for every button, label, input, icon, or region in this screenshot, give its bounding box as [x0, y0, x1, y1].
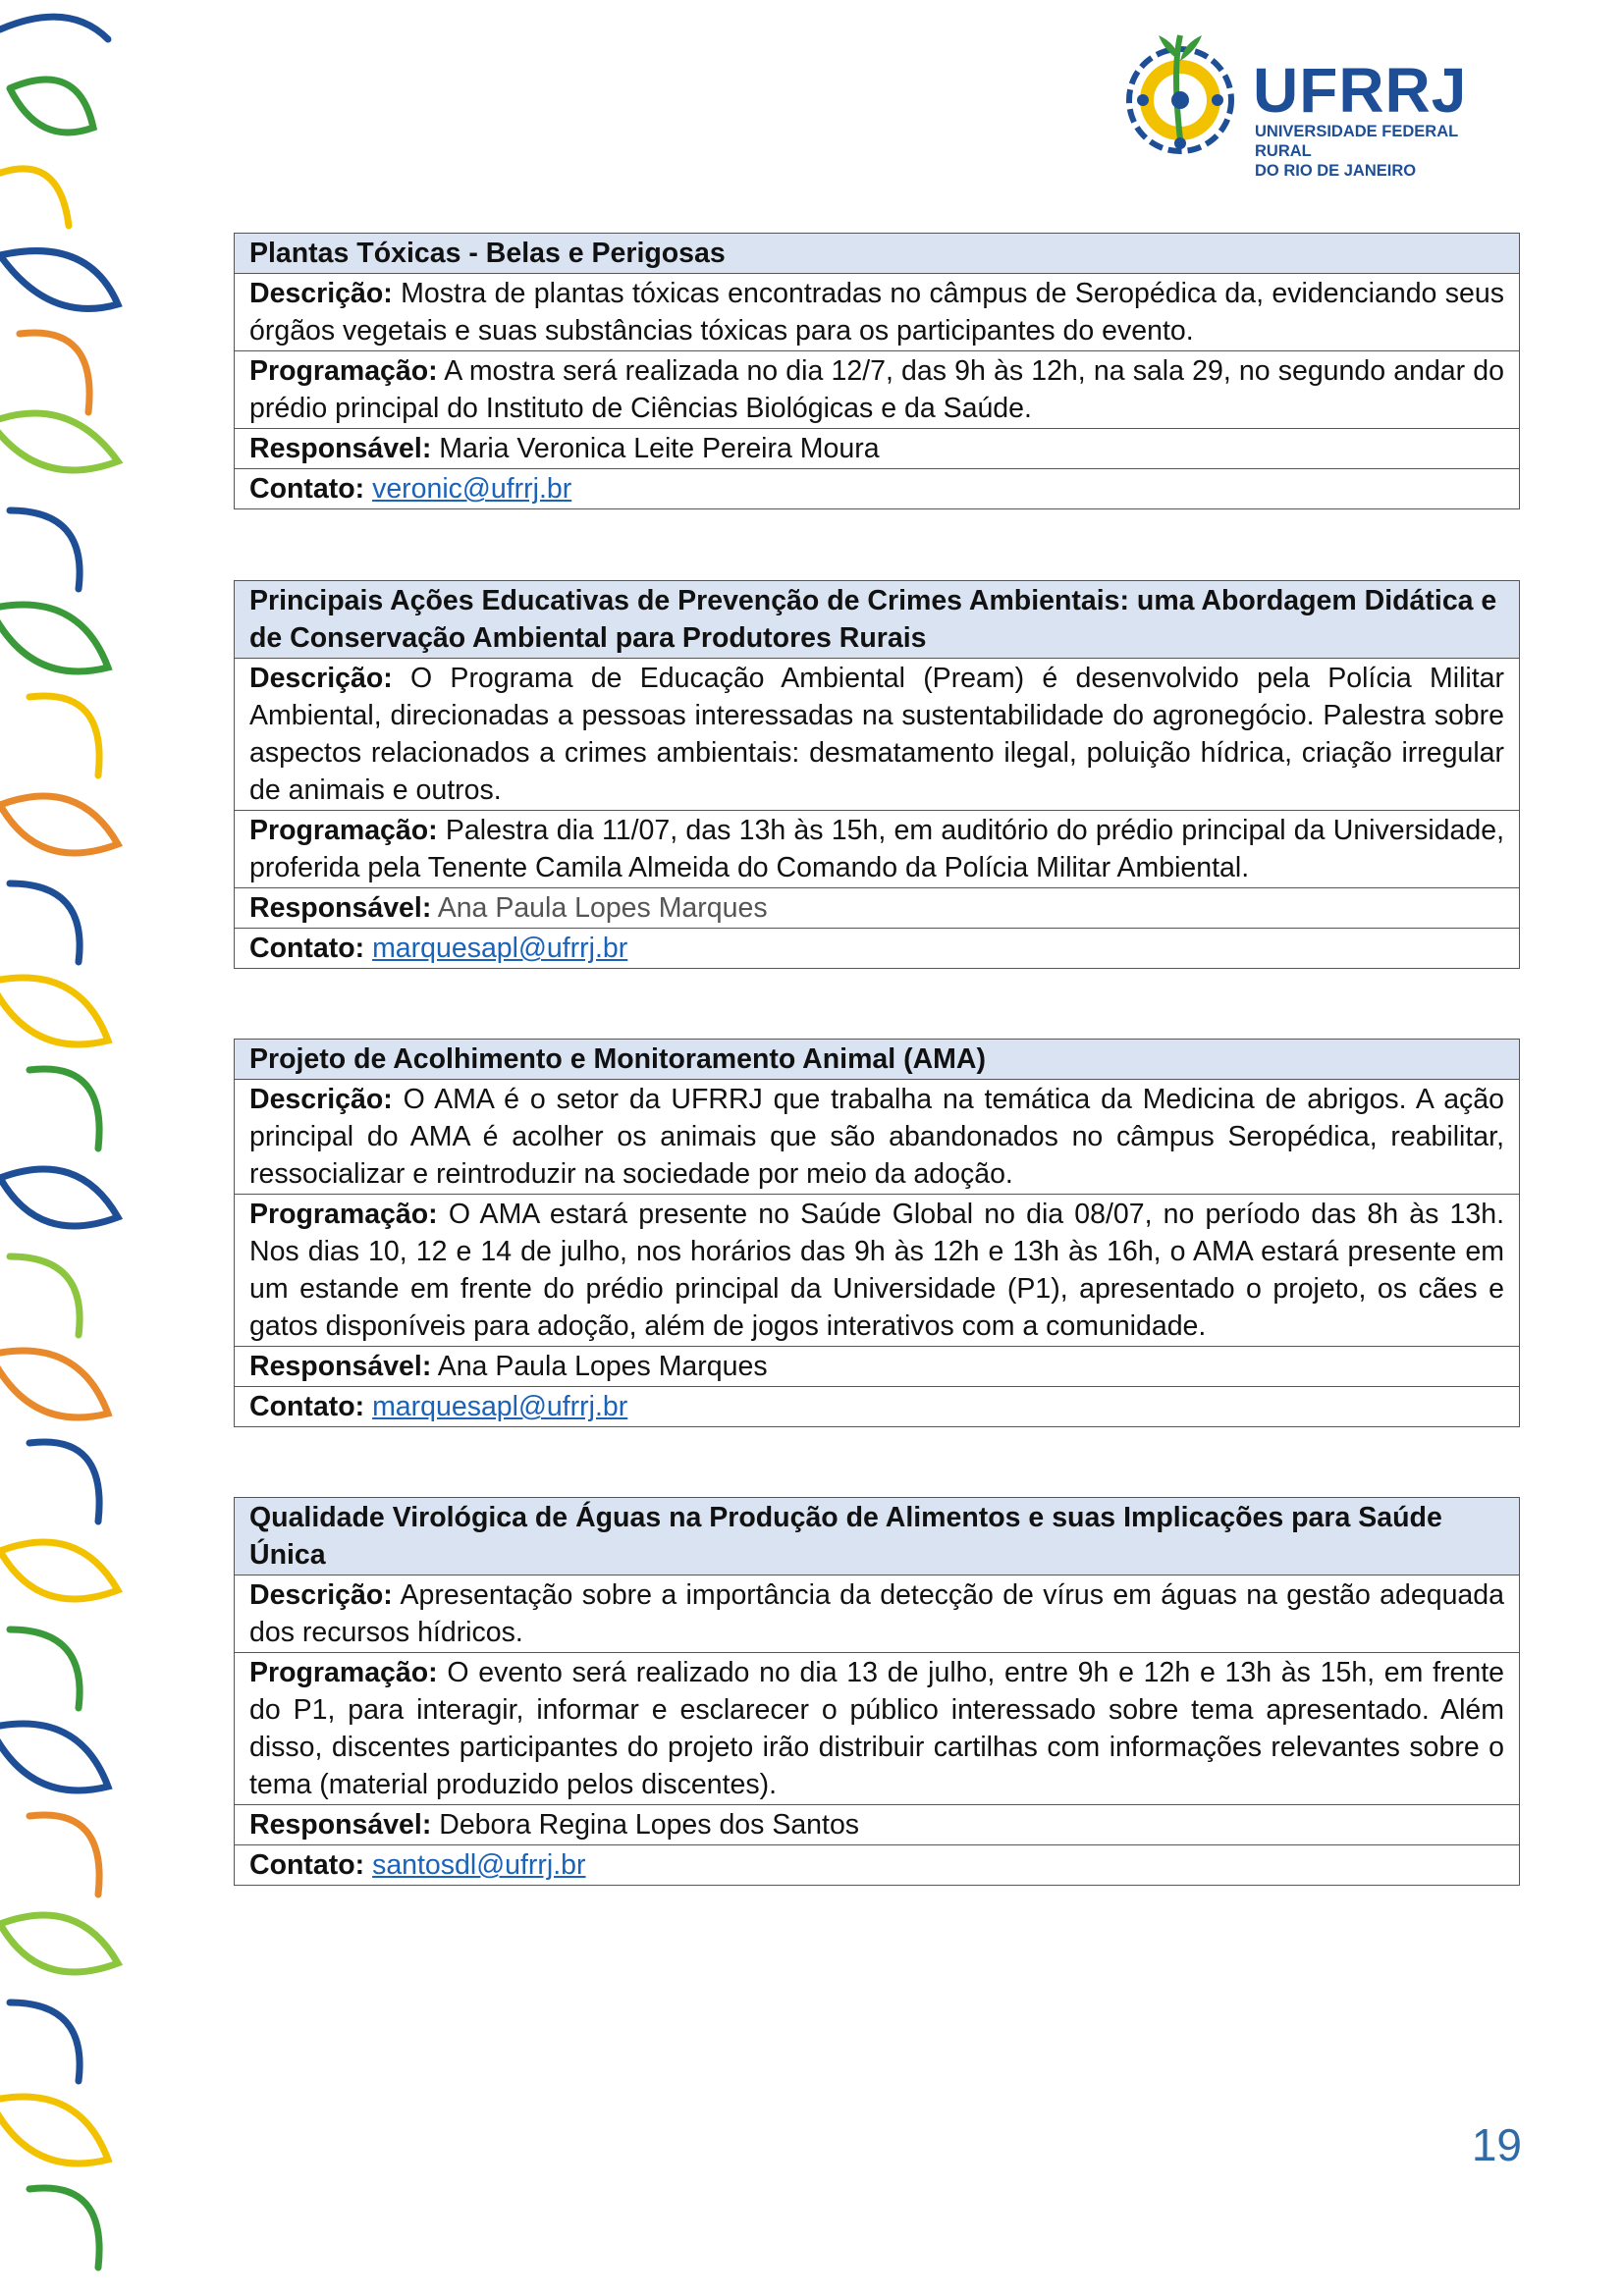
event-description: Descrição: O AMA é o setor da UFRRJ que trabalha na temática da Medicina de abrigos. A ação principal do AMA é acolher os animais que são abandonados no câmpus Seropédica, reabilitar, ressocializar e reintroduzir na sociedade por meio da adoção.: [235, 1080, 1520, 1195]
event-title: Projeto de Acolhimento e Monitoramento Animal (AMA): [235, 1040, 1520, 1080]
university-logo: [1115, 22, 1518, 180]
event-contact: Contato: marquesapl@ufrrj.br: [235, 1387, 1520, 1427]
event-responsible: Responsável: Debora Regina Lopes dos Santos: [235, 1805, 1520, 1845]
event-title: Plantas Tóxicas - Belas e Perigosas: [235, 234, 1520, 274]
contact-email-link[interactable]: marquesapl@ufrrj.br: [372, 1391, 628, 1422]
logo-title: UFRRJ: [1253, 55, 1468, 126]
event-schedule: Programação: O evento será realizado no dia 13 de julho, entre 9h e 12h e 13h às 15h, em frente do P1, para interagir, informar e esclarecer o público interessado sobre tema apresentado. Além disso, discentes participantes do projeto irão distribuir cartilhas com informações relevantes sobre o tema (material produzido pelos discentes).: [235, 1653, 1520, 1805]
event-schedule: Programação: O AMA estará presente no Saúde Global no dia 08/07, no período das 8h às 13h. Nos dias 10, 12 e 14 de julho, nos horários das 9h às 12h e 13h às 16h, o AMA estará presente em um estande em frente do prédio principal da Universidade (P1), apresentado o projeto, os cães e gatos disponíveis para adoção, além de jogos interativos com a comunidade.: [235, 1195, 1520, 1347]
decorative-border: [0, 0, 196, 2296]
event-responsible: Responsável: Ana Paula Lopes Marques: [235, 888, 1520, 929]
logo-emblem-icon: [1115, 22, 1253, 169]
logo-subtitle: UNIVERSIDADE FEDERAL RURAL DO RIO DE JANEIRO: [1255, 123, 1458, 180]
event-contact: Contato: veronic@ufrrj.br: [235, 469, 1520, 509]
event-card: [234, 1497, 1520, 1886]
event-description: Descrição: Mostra de plantas tóxicas encontradas no câmpus de Seropédica da, evidenciando seus órgãos vegetais e suas substâncias tóxicas para os participantes do evento.: [235, 274, 1520, 351]
event-responsible: Responsável: Ana Paula Lopes Marques: [235, 1347, 1520, 1387]
event-contact: Contato: santosdl@ufrrj.br: [235, 1845, 1520, 1886]
event-title: Qualidade Virológica de Águas na Produção de Alimentos e suas Implicações para Saúde Única: [235, 1498, 1520, 1575]
contact-email-link[interactable]: marquesapl@ufrrj.br: [372, 933, 628, 964]
event-description: Descrição: O Programa de Educação Ambiental (Pream) é desenvolvido pela Polícia Militar Ambiental, direcionadas a pessoas interessadas na sustentabilidade do agronegócio. Palestra sobre aspectos relacionados a crimes ambientais: desmatamento ilegal, poluição hídrica, criação irregular de animais e outros.: [235, 659, 1520, 811]
event-schedule: Programação: A mostra será realizada no dia 12/7, das 9h às 12h, na sala 29, no segundo andar do prédio principal do Instituto de Ciências Biológicas e da Saúde.: [235, 351, 1520, 429]
event-card: [234, 580, 1520, 969]
event-responsible: Responsável: Maria Veronica Leite Pereira Moura: [235, 429, 1520, 469]
event-title: Principais Ações Educativas de Prevenção de Crimes Ambientais: uma Abordagem Didática e de Conservação Ambiental para Produtores Rurais: [235, 581, 1520, 659]
event-schedule: Programação: Palestra dia 11/07, das 13h às 15h, em auditório do prédio principal da Universidade, proferida pela Tenente Camila Almeida do Comando da Polícia Militar Ambiental.: [235, 811, 1520, 888]
page-number: 19: [1471, 2119, 1522, 2170]
contact-email-link[interactable]: veronic@ufrrj.br: [372, 473, 572, 505]
contact-email-link[interactable]: santosdl@ufrrj.br: [372, 1849, 586, 1881]
event-contact: Contato: marquesapl@ufrrj.br: [235, 929, 1520, 969]
event-description: Descrição: Apresentação sobre a importância da detecção de vírus em águas na gestão adequada dos recursos hídricos.: [235, 1575, 1520, 1653]
event-card: [234, 1039, 1520, 1427]
event-card: [234, 233, 1520, 509]
